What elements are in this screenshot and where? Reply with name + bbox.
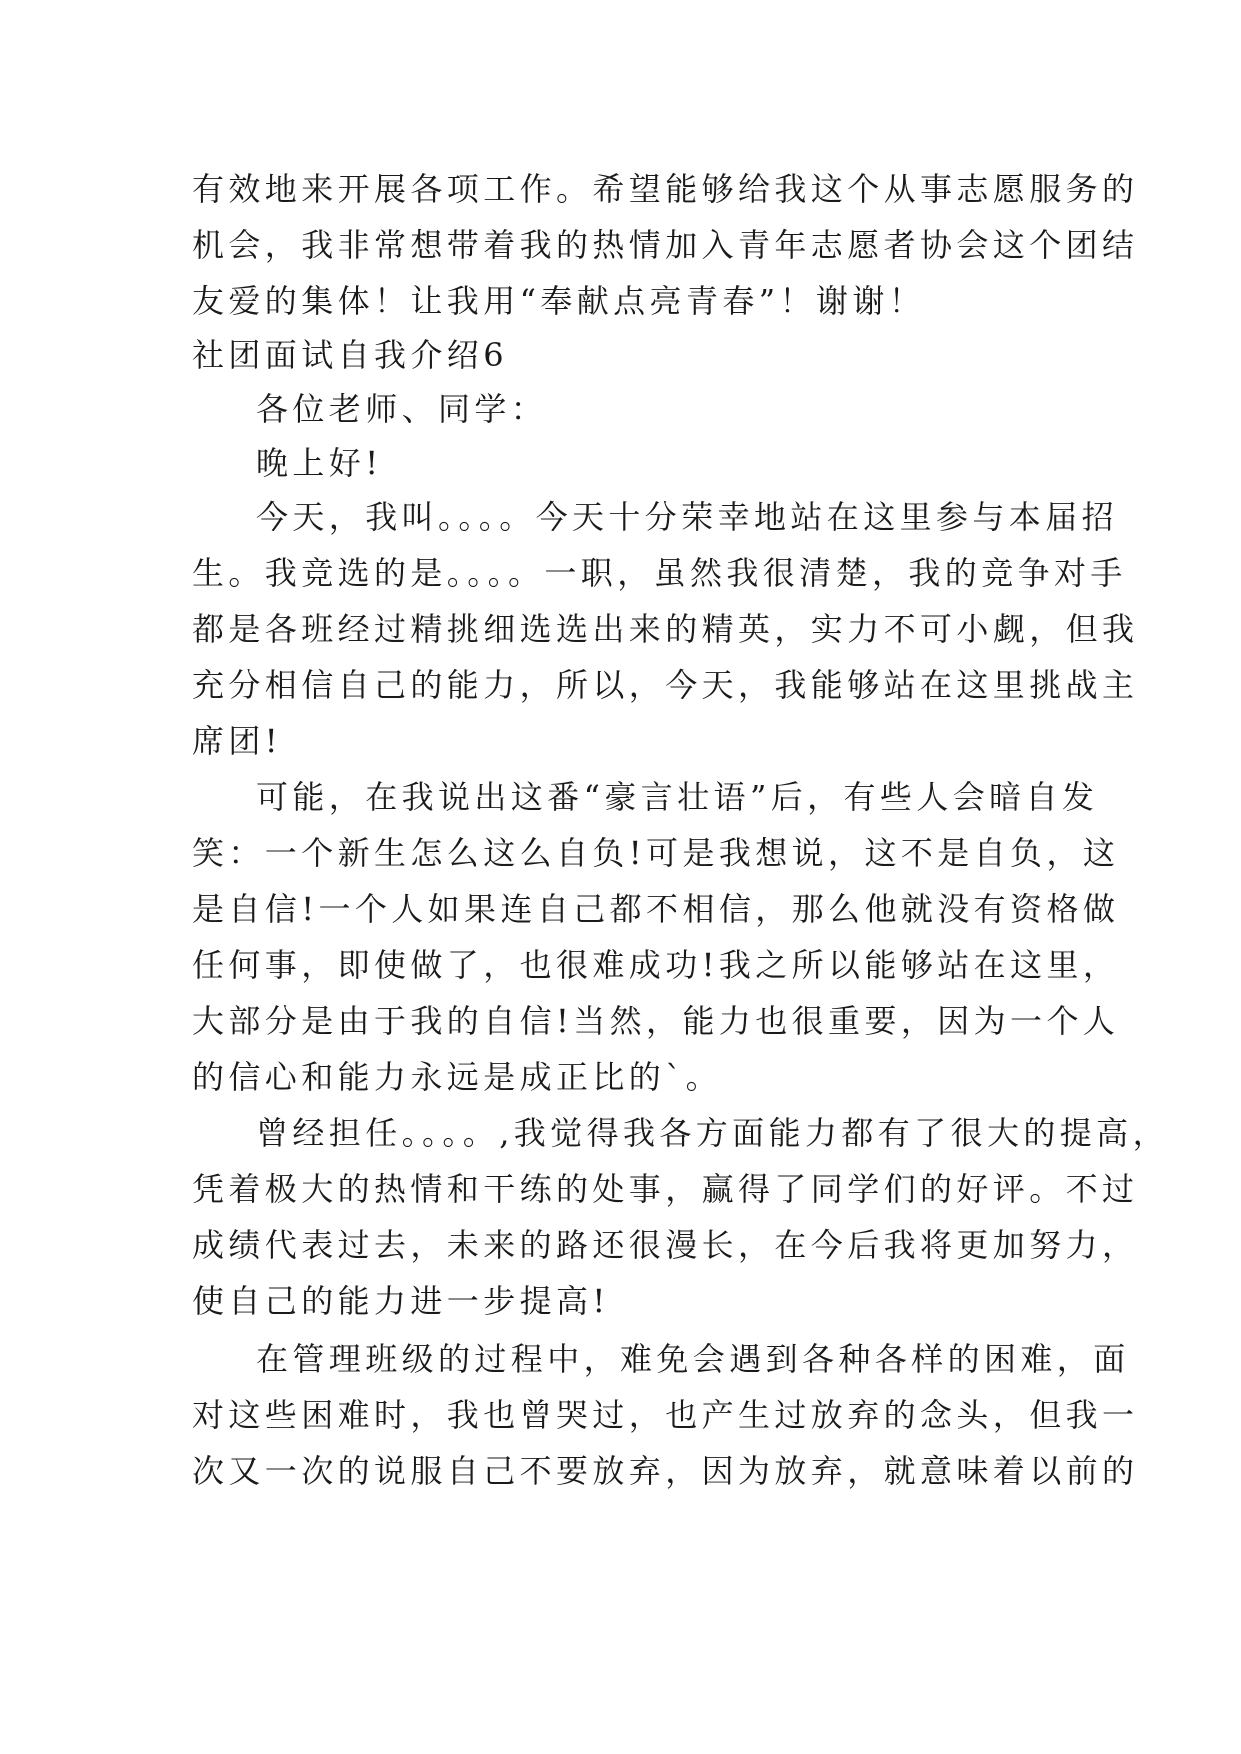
text-line: 有效地来开展各项工作。希望能够给我这个从事志愿服务的: [192, 170, 1139, 208]
text-line: 充分相信自己的能力，所以，今天，我能够站在这里挑战主: [192, 666, 1139, 704]
text-line: 可能，在我说出这番“豪言壮语”后，有些人会暗自发: [256, 778, 1099, 816]
greeting: 晚上好!: [256, 444, 383, 482]
text-line: 友爱的集体！让我用“奉献点亮青春”！谢谢！: [192, 282, 926, 320]
text-line: 对这些困难时，我也曾哭过，也产生过放弃的念头，但我一: [192, 1396, 1139, 1434]
text-line: 曾经担任。。。。,我觉得我各方面能力都有了很大的提高，: [256, 1114, 1169, 1152]
salutation: 各位老师、同学：: [256, 390, 548, 428]
text-line: 在管理班级的过程中，难免会遇到各种各样的困难，面: [256, 1340, 1130, 1378]
section-heading: 社团面试自我介绍6: [192, 336, 508, 374]
text-line: 今天，我叫。。。。今天十分荣幸地站在这里参与本届招: [256, 498, 1119, 536]
text-line: 任何事，即使做了，也很难成功!我之所以能够站在这里，: [192, 946, 1120, 984]
text-line: 大部分是由于我的自信!当然，能力也很重要，因为一个人: [192, 1002, 1120, 1040]
text-line: 次又一次的说服自己不要放弃，因为放弃，就意味着以前的: [192, 1452, 1139, 1490]
text-line: 使自己的能力进一步提高!: [192, 1282, 610, 1320]
text-line: 机会，我非常想带着我的热情加入青年志愿者协会这个团结: [192, 226, 1139, 264]
text-line: 成绩代表过去，未来的路还很漫长，在今后我将更加努力，: [192, 1226, 1139, 1264]
text-line: 的信心和能力永远是成正比的`。: [192, 1058, 723, 1096]
text-line: 凭着极大的热情和干练的处事，赢得了同学们的好评。不过: [192, 1170, 1139, 1208]
text-line: 生。我竞选的是。。。。一职，虽然我很清楚，我的竞争对手: [192, 554, 1127, 592]
text-line: 是自信!一个人如果连自己都不相信，那么他就没有资格做: [192, 890, 1120, 928]
text-line: 都是各班经过精挑细选选出来的精英，实力不可小觑，但我: [192, 610, 1139, 648]
text-line: 席团!: [192, 722, 283, 760]
text-line: 笑：一个新生怎么这么自负!可是我想说，这不是自负，这: [192, 834, 1120, 872]
